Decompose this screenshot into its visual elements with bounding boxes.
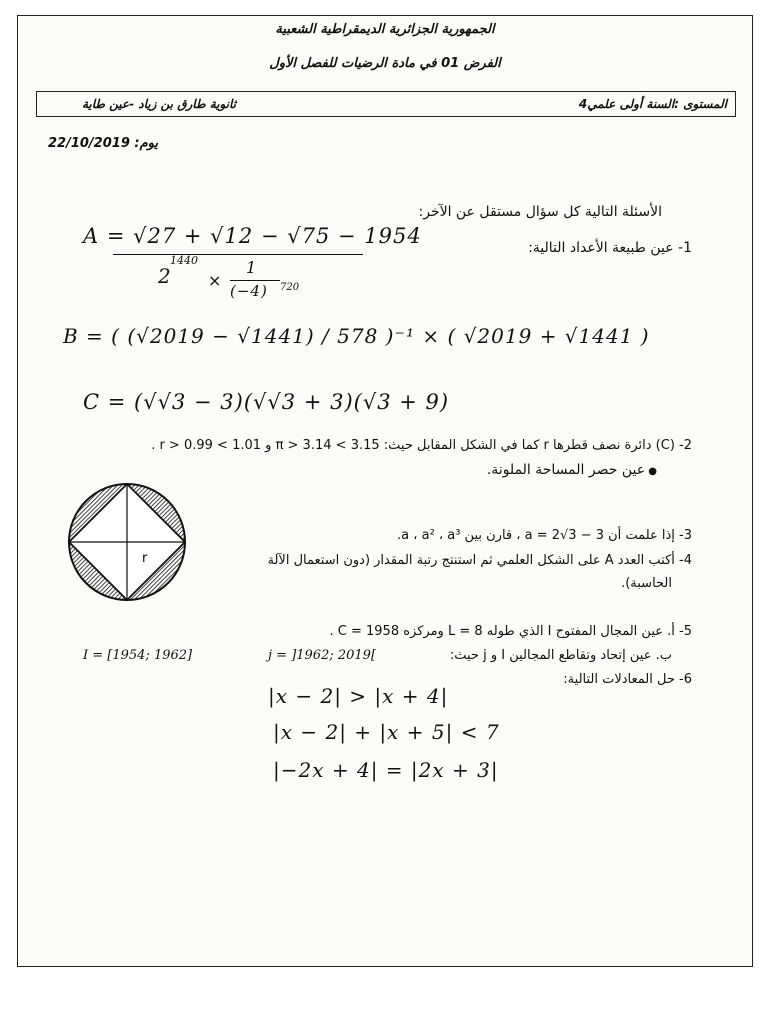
interval-i: I = [1954; 1962] [83,648,193,663]
equation-2: |x − 2| + |x + 5| < 7 [273,720,500,744]
interval-j: j = ]1962; 2019[ [268,648,377,663]
intro-text: الأسئلة التالية كل سؤال مستقل عن الآخر: [418,204,662,220]
republic-header: الجمهورية الجزائرية الديمقراطية الشعبية [275,22,495,37]
expr-a-numerator: A = √27 + √12 − √75 − 1954 [83,224,422,248]
fraction-bar-a-inner [230,280,280,281]
q5-part-b: ب. عين إتحاد وتقاطع المجالين I و j حيث: [449,648,672,663]
q5-part-a: 5- أ. عين المجال المفتوح I الذي طوله L = 8 ومركزه C = 1958 . [329,624,692,639]
expr-a-inner-num: 1 [246,258,258,277]
q2-bullet: عين حصر المساحة الملونة. [486,462,646,478]
expr-b: B = ( (√2019 − √1441) / 578 )⁻¹ × ( √2019 + √1441 ) [63,324,650,348]
equation-1: |x − 2| > |x + 4| [268,684,449,708]
q4-line1: 4- أكتب العدد A على الشكل العلمي ثم استنتج رتبة المقدار (دون استعمال الآلة [267,553,692,568]
exam-sheet [17,15,753,967]
q1-text: 1- عين طبيعة الأعداد التالية: [528,240,692,256]
q2-text: 2- (C) دائرة نصف قطرها r كما في الشكل المقابل حيث: 3.15 > π > 3.14 و 1.01 > r > 0.99 . [151,438,692,453]
q2-bullet-row [487,462,657,478]
level-label: المستوى :السنة أولى علمي4 [578,97,727,111]
expr-c: C = (√√3 − 3)(√√3 + 3)(√3 + 9) [83,390,450,414]
expr-a-inner-exp: 720 [280,282,300,293]
circle-figure [66,481,188,603]
exam-date: يوم: 22/10/2019 [48,136,158,151]
expr-a-den-exp: 1440 [170,254,198,267]
q3-text: 3- إذا علمت أن a = 2√3 − 3 ، قارن بين a ، a² ، a³. [397,528,692,543]
expr-a-den-base: 2 [158,264,172,288]
times-sign: × [208,271,223,290]
equation-3: |−2x + 4| = |2x + 3| [273,758,499,782]
expr-a-inner-den: (−4) [230,282,268,300]
q6-text: 6- حل المعادلات التالية: [563,672,692,687]
bullet-icon: ● [645,466,657,477]
exam-title: الفرض 01 في مادة الرضيات للفصل الأول [269,56,501,71]
q4-line2: الحاسبة). [621,576,672,591]
radius-label: r [142,551,148,566]
fraction-bar-a [113,254,363,255]
school-name: ثانوية طارق بن زياد -عين طاية [82,97,236,111]
info-box [36,91,736,117]
